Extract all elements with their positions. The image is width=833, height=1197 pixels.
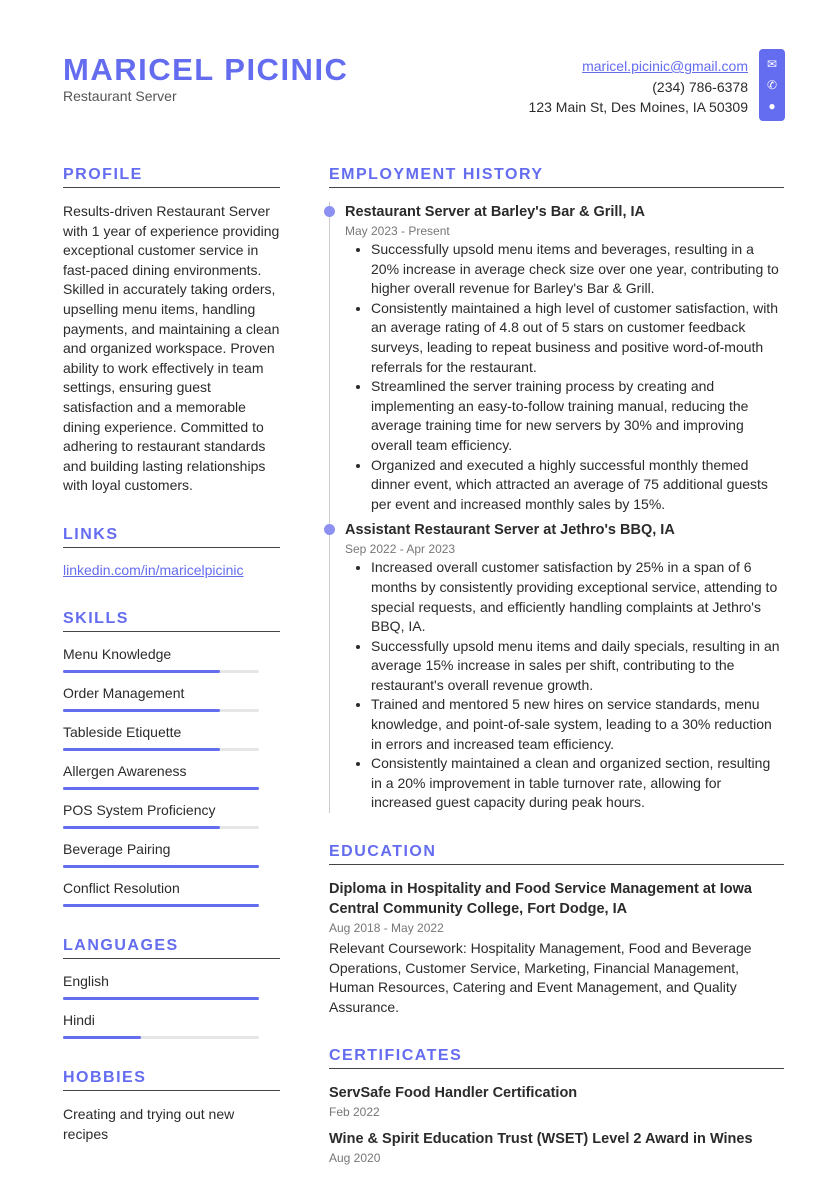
certificate-date: Aug 2020 <box>329 1151 381 1166</box>
hobby-item: Creating and trying out new recipes <box>63 1105 235 1142</box>
certificates-section <box>329 1047 784 1167</box>
skill-name: Menu Knowledge <box>63 645 172 662</box>
skill-item <box>63 802 280 829</box>
level-bar-fill <box>63 904 259 907</box>
phone: (234) 786-6378 <box>652 78 748 95</box>
skill-item <box>63 685 280 712</box>
skill-item <box>63 646 280 673</box>
level-bar-fill <box>63 1036 141 1039</box>
education-description: Relevant Coursework: Hospitality Management, Food and Beverage Operations, Customer Service, Marketing, Financial Management, Human Resources, Catering and Event Management, and Quality Assurance. <box>329 940 752 1015</box>
certificate-date: Feb 2022 <box>329 1105 380 1120</box>
section-heading: SKILLS <box>63 610 280 632</box>
left-column <box>63 166 280 1174</box>
skill-name: Beverage Pairing <box>63 840 171 857</box>
timeline-dot-icon <box>324 206 335 217</box>
level-bar <box>63 787 259 790</box>
skill-name: Allergen Awareness <box>63 762 187 779</box>
bullet-item: • Streamlined the server training process by creating and implementing an easy-to-follow training manual, reducing the average training time for new servers by 30% and improving overall team efficiency. <box>371 377 784 455</box>
skill-name: Tableside Etiquette <box>63 723 182 740</box>
skill-name: POS System Proficiency <box>63 801 216 818</box>
skill-name: Conflict Resolution <box>63 879 180 896</box>
level-bar-fill <box>63 748 220 751</box>
hobbies-section <box>63 1069 280 1144</box>
education-section <box>329 843 784 1017</box>
level-bar <box>63 1036 259 1039</box>
certificate-item <box>329 1129 784 1167</box>
bullet-item: • Successfully upsold menu items and beverages, resulting in a 20% increase in average check size over one year, contributing to higher overall revenue for Barley's Bar & Grill. <box>371 240 784 299</box>
contact-info <box>529 56 748 118</box>
section-heading: CERTIFICATES <box>329 1047 784 1069</box>
bullet-item: • Trained and mentored 5 new hires on service standards, menu knowledge, and point-of-sale system, leading to a 30% reduction in errors and increased team efficiency. <box>371 695 784 754</box>
job-date: May 2023 - Present <box>345 224 450 238</box>
skill-item <box>63 841 280 868</box>
section-heading: LANGUAGES <box>63 937 280 959</box>
bullet-item: • Consistently maintained a clean and organized section, resulting in a 20% improvement in table turnover rate, allowing for increased guest capacity during peak hours. <box>371 754 784 813</box>
certificate-item <box>329 1083 784 1121</box>
employment-timeline <box>329 202 784 813</box>
section-heading: LINKS <box>63 526 280 548</box>
languages-section <box>63 937 280 1039</box>
job-bullets <box>371 558 784 813</box>
bullet-item: • Consistently maintained a high level of customer satisfaction, with an average rating of 4.8 out of 5 stars on customer feedback surveys, leading to repeat business and positive word-of-mouth referrals for the restaurant. <box>371 299 784 377</box>
education-date: Aug 2018 - May 2022 <box>329 921 444 936</box>
level-bar <box>63 904 259 907</box>
job-title: Assistant Restaurant Server at Jethro's BBQ, IA <box>345 522 675 539</box>
language-item <box>63 1012 280 1039</box>
job-title: Restaurant Server at Barley's Bar & Grill, IA <box>345 204 646 220</box>
level-bar <box>63 670 259 673</box>
phone-icon: ✆ <box>766 77 778 92</box>
level-bar-fill <box>63 709 220 712</box>
bullet-item: • Increased overall customer satisfaction by 25% in a span of 6 months by consistently providing exceptional service, attending to special requests, and efficiently handling complaints at Jethro's BBQ, IA. <box>371 558 784 636</box>
profile-section <box>63 166 280 496</box>
level-bar <box>63 865 259 868</box>
skill-item <box>63 724 280 751</box>
language-item <box>63 973 280 1000</box>
education-title: Diploma in Hospitality and Food Service Management at Iowa Central Community College, Fort Dodge, IA <box>329 881 752 918</box>
skills-section <box>63 610 280 907</box>
level-bar <box>63 709 259 712</box>
contact-icon-bar <box>759 49 785 121</box>
language-name: English <box>63 972 109 989</box>
level-bar-fill <box>63 826 220 829</box>
email-link[interactable]: maricel.picinic@gmail.com <box>582 58 748 74</box>
location-pin-icon: ● <box>768 99 776 114</box>
skill-item <box>63 880 280 907</box>
candidate-name: MARICEL PICINIC <box>63 52 349 87</box>
skill-name: Order Management <box>63 684 185 701</box>
level-bar <box>63 997 259 1000</box>
bullet-item: • Organized and executed a highly successful monthly themed dinner event, which attracted an average of 75 additional guests per event and increased monthly sales by 15%. <box>371 456 784 515</box>
job-bullets <box>371 240 784 514</box>
level-bar <box>63 826 259 829</box>
section-heading: HOBBIES <box>63 1069 280 1091</box>
job-title: Restaurant Server <box>63 88 177 104</box>
level-bar-fill <box>63 997 259 1000</box>
job-entry <box>345 520 784 813</box>
language-name: Hindi <box>63 1011 95 1028</box>
bullet-item: • Successfully upsold menu items and daily specials, resulting in an average 15% increase in sales per shift, contributing to the restaurant's overall revenue growth. <box>371 637 784 696</box>
certificate-title: Wine & Spirit Education Trust (WSET) Level 2 Award in Wines <box>329 1131 753 1148</box>
links-section <box>63 526 280 580</box>
certificate-title: ServSafe Food Handler Certification <box>329 1085 578 1102</box>
right-column <box>329 166 784 1197</box>
level-bar-fill <box>63 670 220 673</box>
section-heading: EMPLOYMENT HISTORY <box>329 166 784 188</box>
address: 123 Main St, Des Moines, IA 50309 <box>528 99 748 115</box>
profile-text: Results-driven Restaurant Server with 1 year of experience providing exceptional customer service in fast-paced dining environments. Skilled in accurately taking orders, upselling menu items, handling payments, and maintaining a clean and organized workspace. Proven ability to work effectively in team settings, ensuring guest satisfaction and a memorable dining experience. Committed to adhering to restaurant standards and building lasting relationships with loyal customers. <box>63 203 280 494</box>
section-heading: EDUCATION <box>329 843 784 865</box>
job-date: Sep 2022 - Apr 2023 <box>345 542 456 557</box>
level-bar-fill <box>63 787 259 790</box>
linkedin-link[interactable]: linkedin.com/in/maricelpicinic <box>63 561 244 578</box>
envelope-icon: ✉ <box>766 56 778 71</box>
skill-item <box>63 763 280 790</box>
job-entry <box>345 202 784 514</box>
timeline-dot-icon <box>324 524 335 535</box>
level-bar-fill <box>63 865 259 868</box>
level-bar <box>63 748 259 751</box>
section-heading: PROFILE <box>63 166 280 188</box>
